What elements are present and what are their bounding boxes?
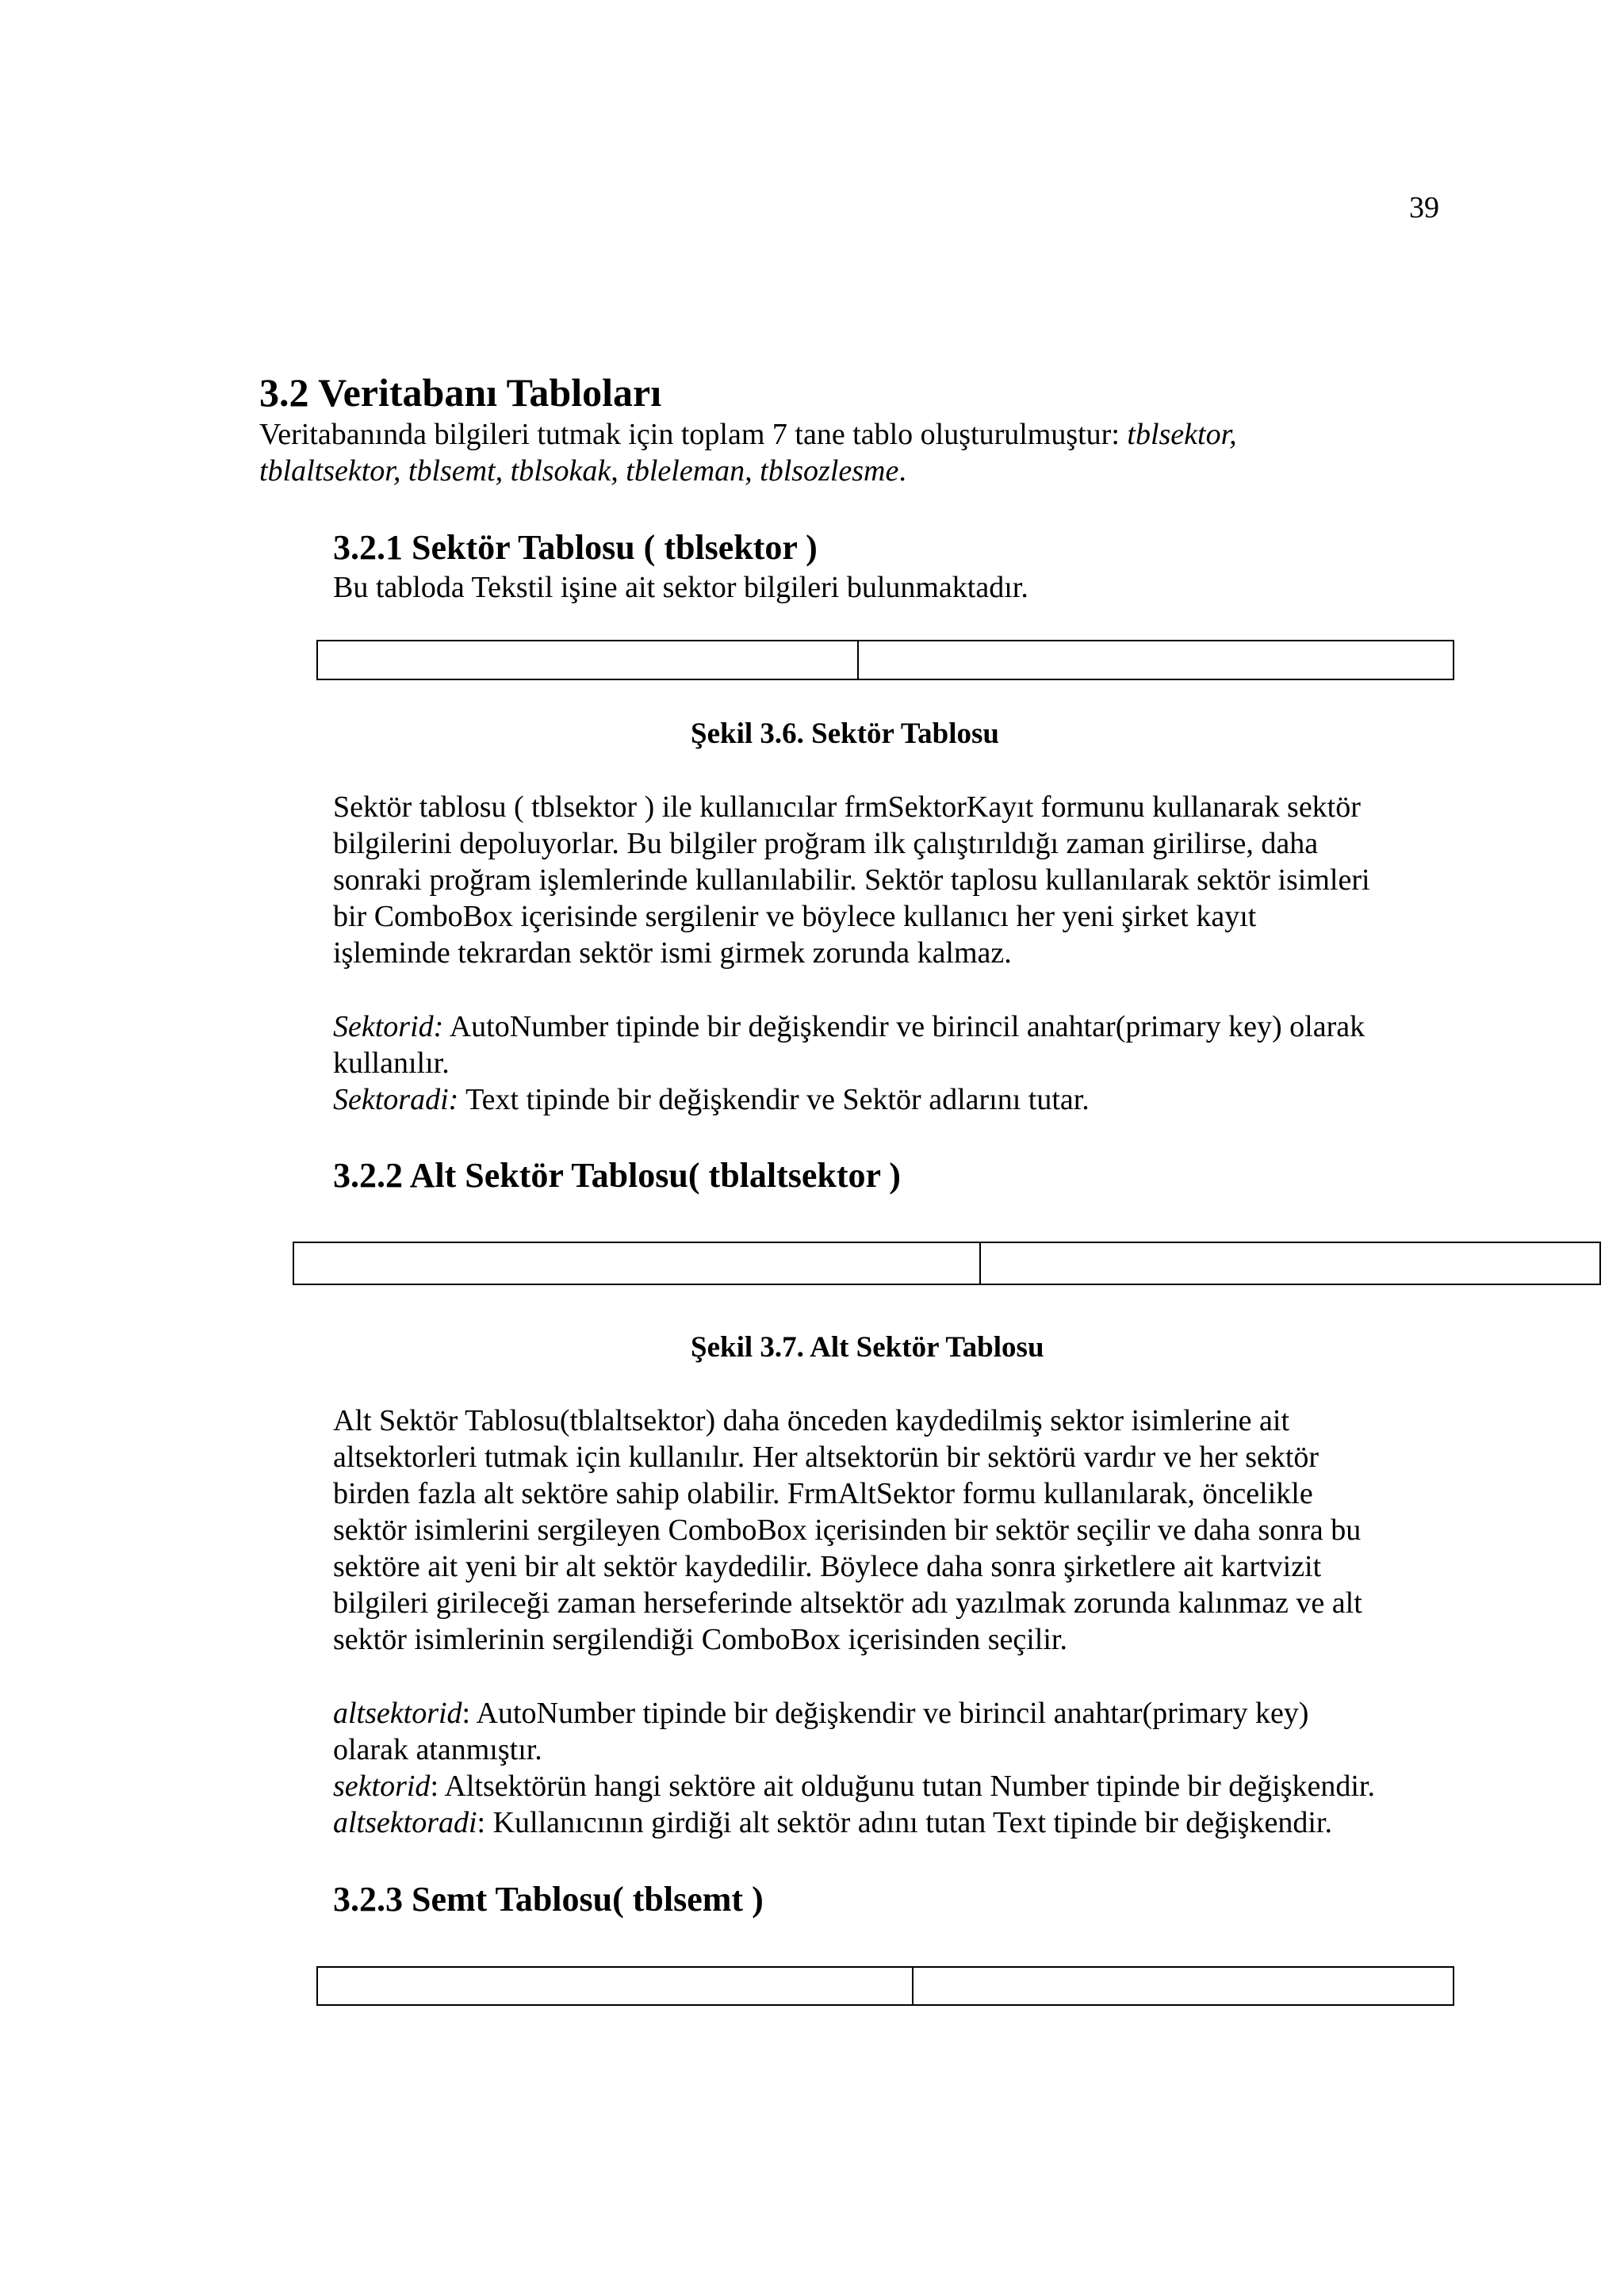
field-desc: AutoNumber tipinde bir değişkendir ve birincil anahtar(primary key) olarak xyxy=(443,1010,1365,1043)
field-altsektorid xyxy=(333,1695,1308,1732)
field-sektorid xyxy=(333,1768,1375,1804)
table-cell xyxy=(318,641,857,679)
field-name: altsektoradi xyxy=(333,1806,477,1839)
paragraph-line: birden fazla alt sektöre sahip olabilir. FrmAltSektor formu kullanılarak, öncelikle xyxy=(333,1477,1313,1510)
table-cell xyxy=(857,641,1453,679)
field-desc: : AutoNumber tipinde bir değişkendir ve birincil anahtar(primary key) xyxy=(462,1697,1309,1730)
field-altsektorid-cont: olarak atanmıştır. xyxy=(333,1733,542,1766)
section-intro-line-2 xyxy=(259,453,906,489)
field-sektorid xyxy=(333,1008,1365,1045)
subsection-title-altsektor: 3.2.2 Alt Sektör Tablosu( tblaltsektor ) xyxy=(333,1156,901,1195)
paragraph-line: altsektorleri tutmak için kullanılır. Her altsektorün bir sektörü vardır ve her sektör xyxy=(333,1441,1320,1474)
subsection-title-semt: 3.2.3 Semt Tablosu( tblsemt ) xyxy=(333,1880,764,1919)
section-title: 3.2 Veritabanı Tabloları xyxy=(259,370,662,415)
paragraph-line: bilgileri girileceği zaman herseferinde altsektör adı yazılmak zorunda kalınmaz ve alt xyxy=(333,1586,1362,1620)
paragraph-line: sektör isimlerini sergileyen ComboBox içerisinden bir sektör seçilir ve daha sonra bu xyxy=(333,1513,1362,1547)
intro-end: . xyxy=(898,454,906,488)
figure-caption-3-6: Şekil 3.6. Sektör Tablosu xyxy=(691,718,999,750)
paragraph-line: Sektör tablosu ( tblsektor ) ile kullanıcılar frmSektorKayıt formunu kullanarak sektör xyxy=(333,790,1361,824)
field-name: sektorid xyxy=(333,1770,431,1803)
sektor-description: Bu tabloda Tekstil işine ait sektor bilgileri bulunmaktadır. xyxy=(333,571,1028,604)
table-cell xyxy=(979,1243,1599,1284)
altsektor-table-figure xyxy=(293,1242,1601,1285)
section-intro-line-1 xyxy=(259,416,1237,453)
subsection-title-sektor: 3.2.1 Sektör Tablosu ( tblsektor ) xyxy=(333,528,818,567)
sektor-table-figure xyxy=(316,640,1454,680)
field-sektorid-cont: kullanılır. xyxy=(333,1047,450,1080)
field-desc: : Altsektörün hangi sektöre ait olduğunu tutan Number tipinde bir değişkendir. xyxy=(430,1770,1375,1803)
field-altsektoradi xyxy=(333,1804,1332,1841)
field-desc: Text tipinde bir değişkendir ve Sektör adlarını tutar. xyxy=(458,1083,1090,1116)
page-number: 39 xyxy=(1409,191,1439,224)
table-cell xyxy=(318,1968,912,2004)
semt-table-figure xyxy=(316,1966,1454,2006)
paragraph-line: bilgilerini depoluyorlar. Bu bilgiler proğram ilk çalıştırıldığı zaman girilirse, daha xyxy=(333,827,1319,860)
paragraph-line: bir ComboBox içerisinde sergilenir ve böylece kullanıcı her yeni şirket kayıt xyxy=(333,900,1257,933)
field-name: Sektorid: xyxy=(333,1010,444,1043)
intro-table-list: tblaltsektor, tblsemt, tblsokak, tbleleman, tblsozlesme xyxy=(259,454,899,488)
field-desc: : Kullanıcının girdiği alt sektör adını tutan Text tipinde bir değişkendir. xyxy=(477,1806,1332,1839)
paragraph-line: sektör isimlerinin sergilendiği ComboBox içerisinden seçilir. xyxy=(333,1623,1067,1656)
intro-text: Veritabanında bilgileri tutmak için toplam 7 tane tablo oluşturulmuştur: xyxy=(259,418,1128,451)
intro-table-name: tblsektor, xyxy=(1127,418,1237,451)
field-sektoradi xyxy=(333,1081,1090,1118)
figure-caption-3-7: Şekil 3.7. Alt Sektör Tablosu xyxy=(691,1331,1044,1364)
paragraph-line: işleminde tekrardan sektör ismi girmek zorunda kalmaz. xyxy=(333,936,1012,970)
paragraph-line: Alt Sektör Tablosu(tblaltsektor) daha önceden kaydedilmiş sektor isimlerine ait xyxy=(333,1404,1290,1437)
field-name: Sektoradi: xyxy=(333,1083,459,1116)
paragraph-line: sektöre ait yeni bir alt sektör kaydedilir. Böylece daha sonra şirketlere ait kartvizit xyxy=(333,1550,1322,1583)
table-cell xyxy=(912,1968,1453,2004)
field-name: altsektorid xyxy=(333,1697,462,1730)
table-cell xyxy=(294,1243,979,1284)
paragraph-line: sonraki proğram işlemlerinde kullanılabilir. Sektör taplosu kullanılarak sektör isimleri xyxy=(333,863,1370,897)
